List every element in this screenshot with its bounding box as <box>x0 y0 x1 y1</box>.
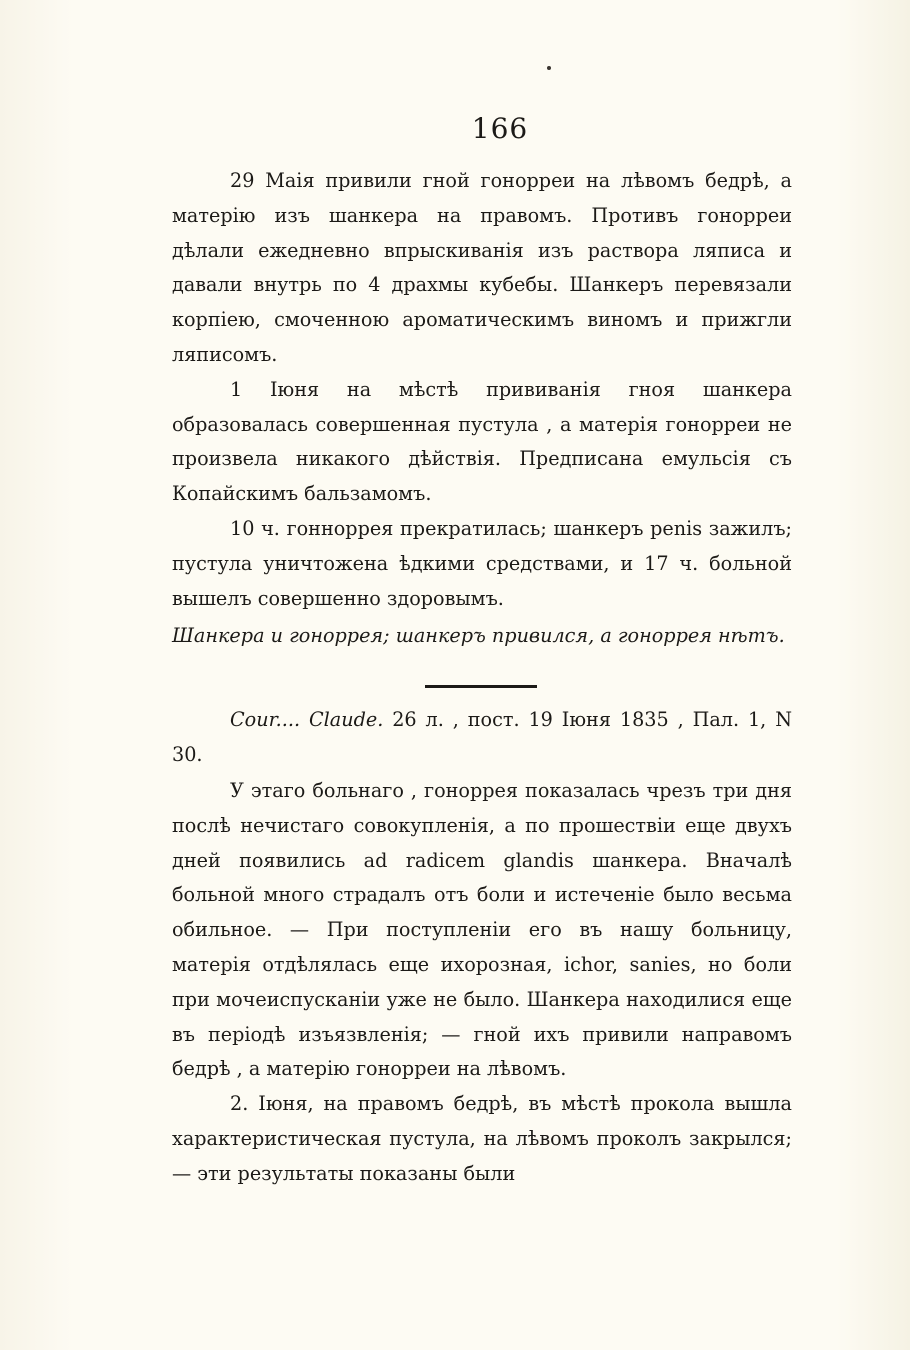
text-block-case <box>172 774 792 1192</box>
paragraph: У этаго больнаго , гоноррея показалась чрезъ три дня послѣ нечистаго совокупленія, а по прошествіи еще двухъ дней появились ad radicem glandis шанкера. Вначалѣ больной много страдалъ отъ боли и истеченіе было весьма обильное. — При поступленіи его въ нашу больницу, матерія отдѣлялась еще ихорозная, ichor, sanies, но боли при мочеиспусканіи уже не было. Шанкера находилися еще въ періодѣ изъязвленія; — гной ихъ привили направомъ бедрѣ , а матерію гонорреи на лѣвомъ. <box>172 779 792 1081</box>
ink-speck <box>547 66 551 70</box>
section-heading: Шанкера и гоноррея; шанкеръ привился, а гоноррея нѣтъ. <box>172 624 785 647</box>
paragraph: 29 Маія привили гной гонорреи на лѣвомъ бедрѣ, а матерію изъ шанкера на правомъ. Противъ гонорреи дѣлали ежедневно впрыскиванія изъ раствора ляписа и давали внутрь по 4 драхмы кубебы. Шанкеръ перевязали корпіею, смоченною ароматическимъ виномъ и прижгли ляписомъ. <box>172 169 792 366</box>
patient-name: Cour.... Claude. <box>230 708 384 731</box>
patient-details: 26 л. , пост. 19 Іюня 1835 , Пал. 1, N 30. <box>172 708 792 766</box>
page-number: 166 <box>471 112 529 145</box>
text-block-top <box>172 164 792 616</box>
paragraph: 2. Іюня, на правомъ бедрѣ, въ мѣстѣ прокола вышла характеристическая пустула, на лѣвомъ проколъ закрылся; — эти результаты показаны были <box>172 1092 792 1185</box>
paragraph: 10 ч. гонноррея прекратилась; шанкеръ penis зажилъ; пустула уничтожена ѣдкими средствами, и 17 ч. больной вышелъ совершенно здоровымъ. <box>172 516 792 610</box>
paragraph: 1 Іюня на мѣстѣ прививанія гноя шанкера образовалась совершенная пустула , а матерія гонорреи не произвела никакого дѣйствія. Предписана емульсія съ Копайскимъ бальзамомъ. <box>172 377 792 506</box>
section-divider <box>425 685 537 688</box>
case-header <box>172 703 792 773</box>
